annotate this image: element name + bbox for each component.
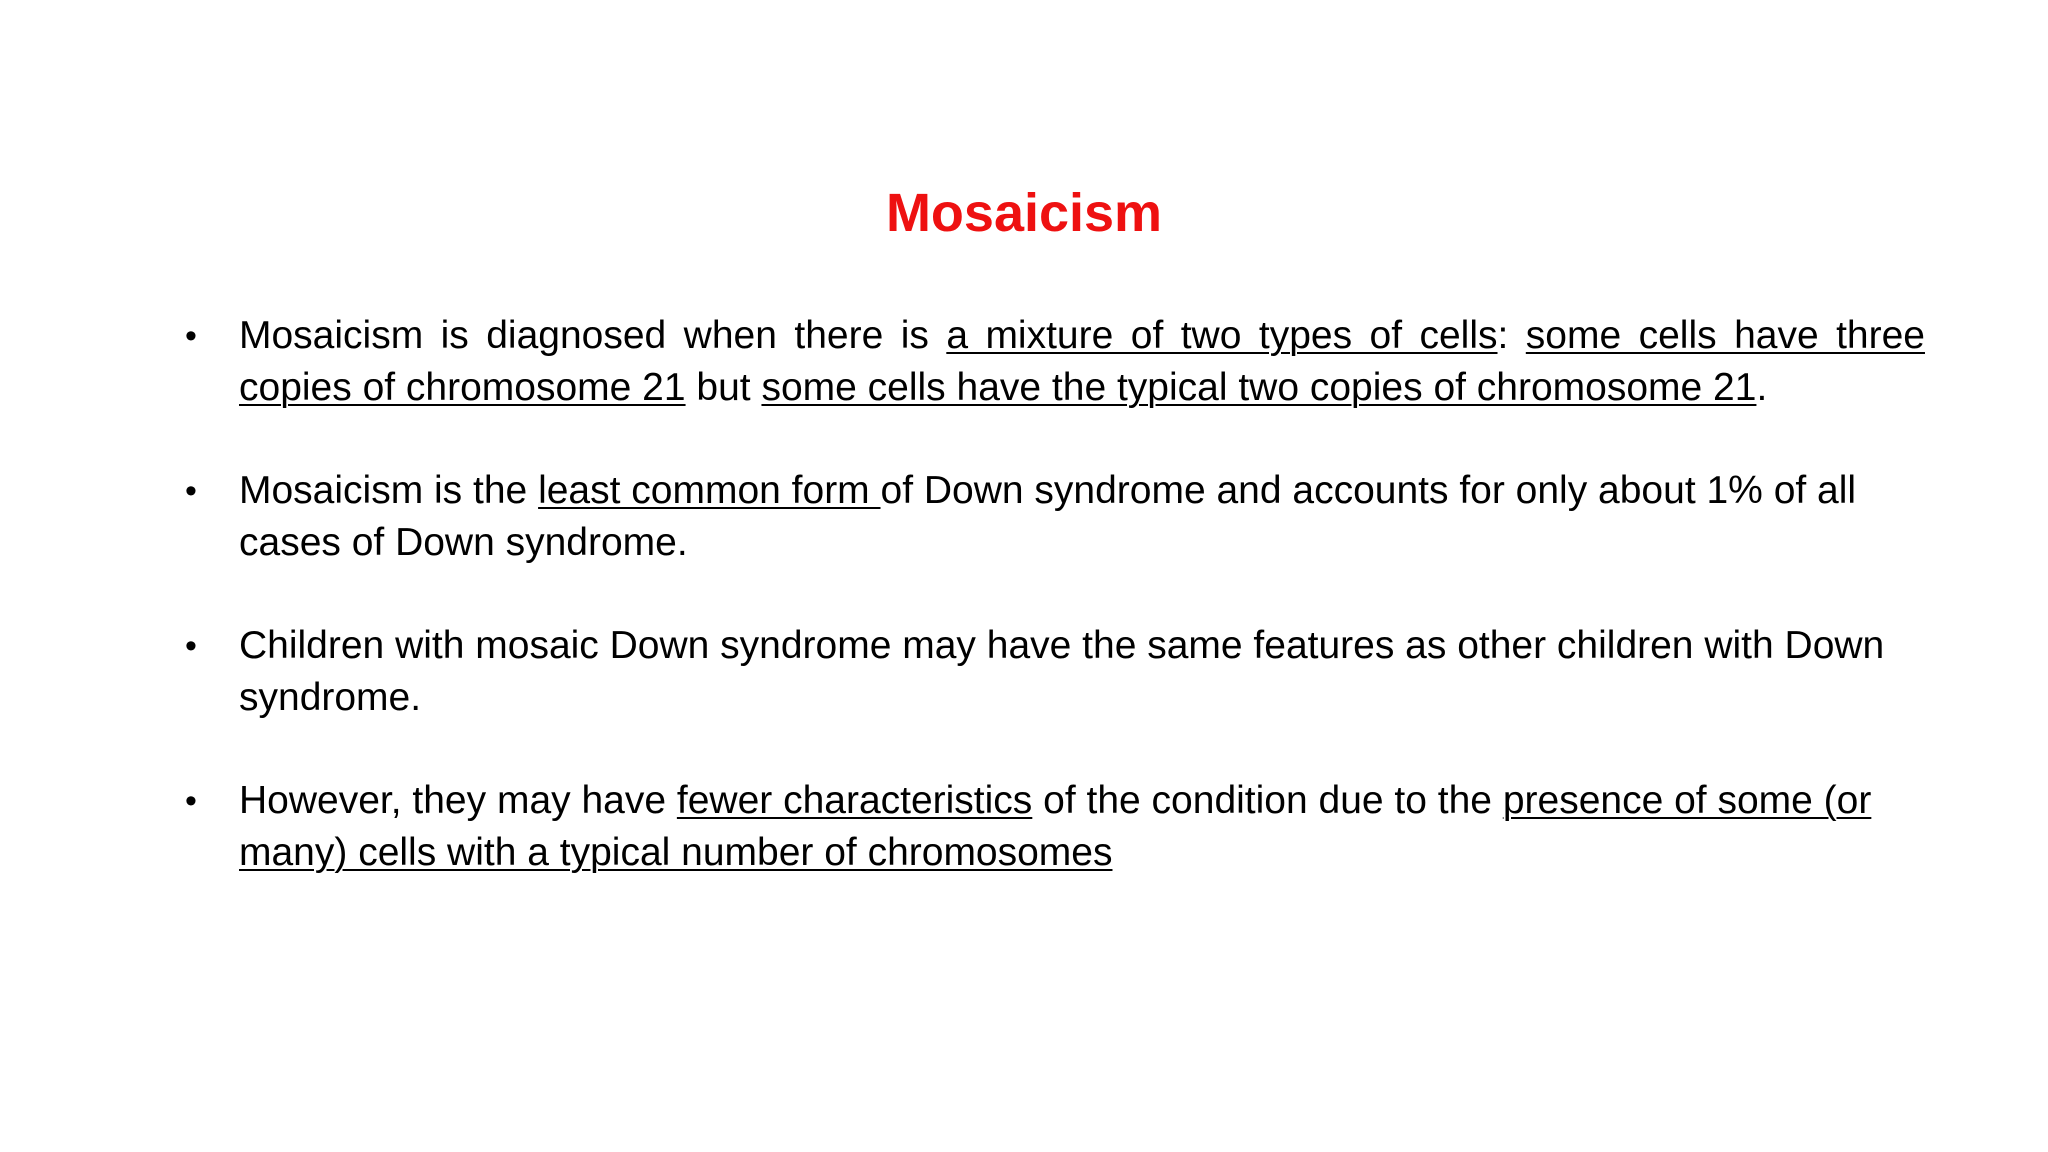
bullet-text-segment: but (685, 366, 762, 409)
bullet-item (185, 620, 1925, 724)
bullet-text-segment: . (1756, 366, 1768, 409)
bullet-dot-icon: • (185, 782, 197, 820)
underlined-phrase: a mixture of two types of cells (946, 314, 1498, 357)
underlined-phrase: some cells have the typical two copies of chromosome 21 (761, 366, 1757, 409)
bullet-text-segment: : (1497, 314, 1526, 357)
bullet-text-segment: of the condition due to the (1032, 779, 1503, 822)
bullet-list (185, 310, 1925, 930)
underlined-phrase: least common form (538, 469, 881, 512)
bullet-dot-icon: • (185, 317, 197, 355)
bullet-item (185, 465, 1925, 569)
bullet-item (185, 775, 1925, 879)
bullet-text-segment: Children with mosaic Down syndrome may have the same features as other children with Down syndrome. (239, 624, 1885, 719)
bullet-text-segment: However, they may have (239, 779, 677, 822)
bullet-item (185, 310, 1925, 414)
underlined-phrase: presence of some (or many) cells with a typical number of chromosomes (239, 779, 1872, 874)
underlined-phrase: some cells have three copies of chromosome 21 (239, 314, 1925, 409)
bullet-dot-icon: • (185, 472, 197, 510)
slide-title: Mosaicism (885, 183, 1163, 243)
bullet-text-segment: of Down syndrome and accounts for only about 1% of all cases of Down syndrome. (239, 469, 1857, 564)
bullet-text-segment: Mosaicism is the (239, 469, 539, 512)
bullet-dot-icon: • (185, 627, 197, 665)
bullet-text-segment: Mosaicism is diagnosed when there is (239, 314, 947, 357)
underlined-phrase: fewer characteristics (676, 779, 1033, 822)
